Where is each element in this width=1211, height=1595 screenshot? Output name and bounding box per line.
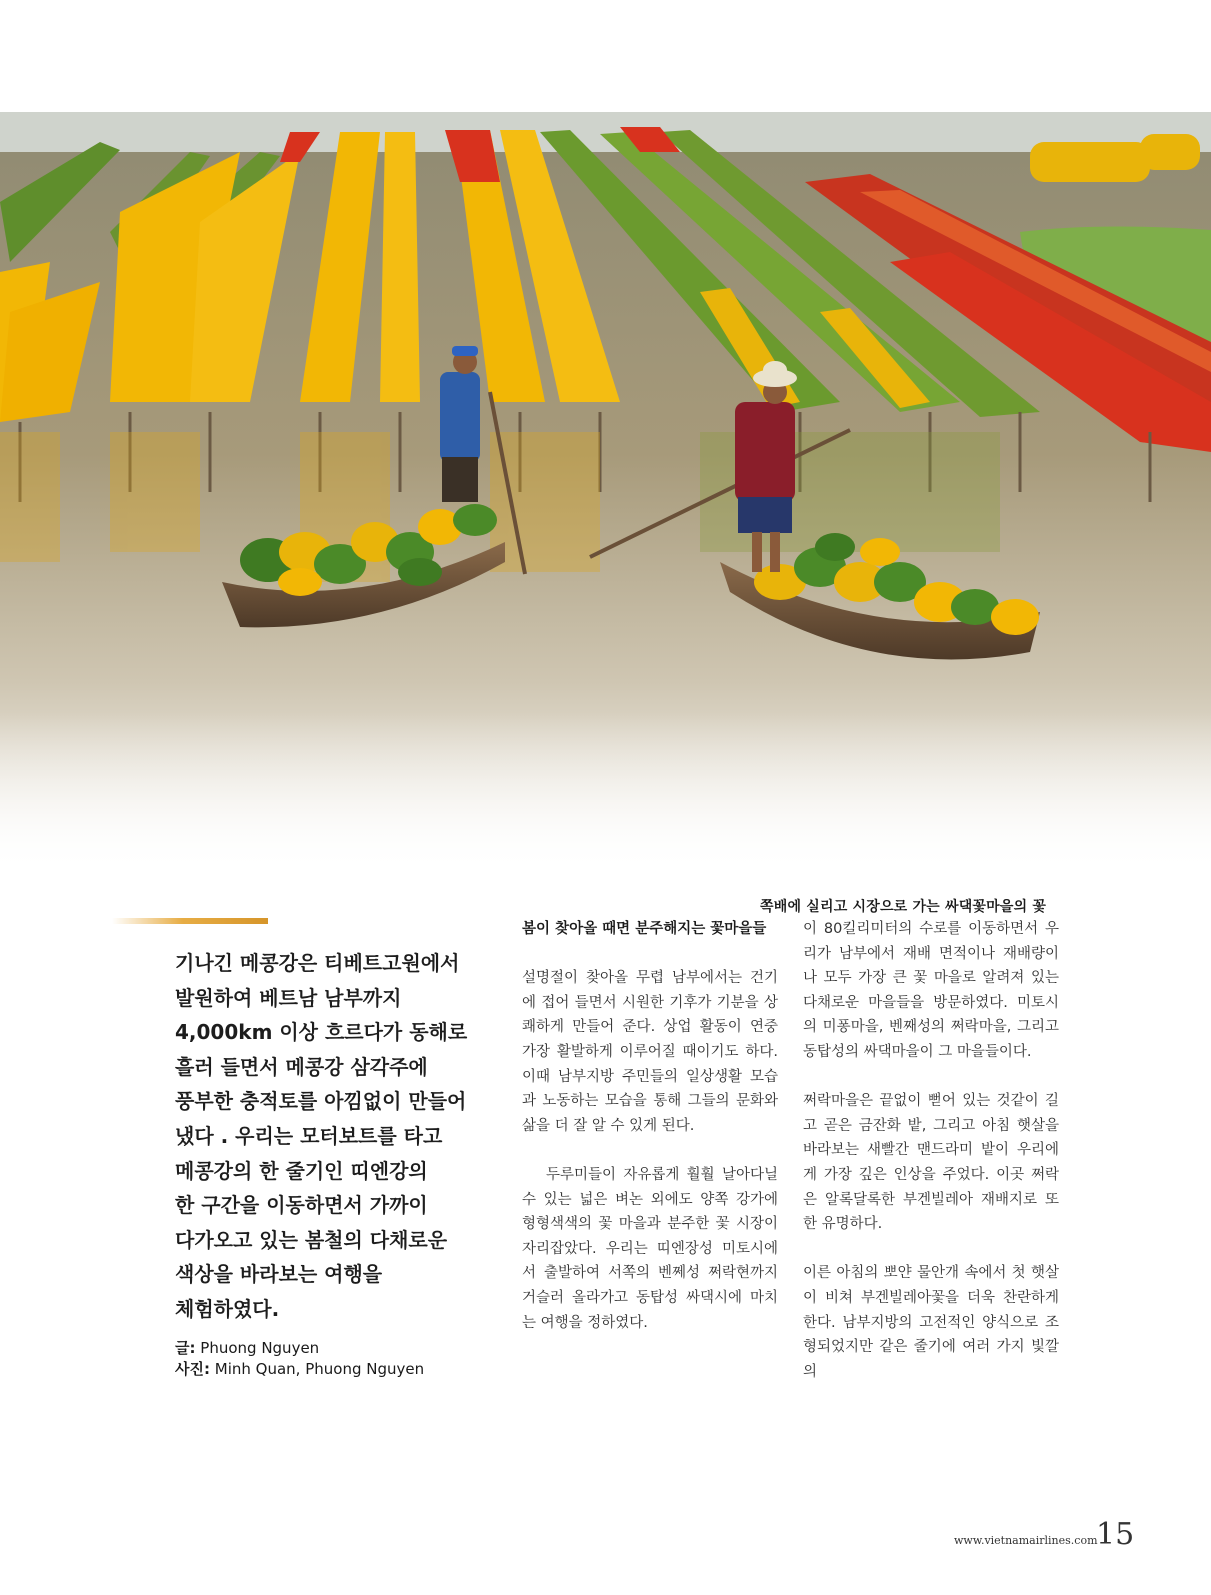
body-paragraph: 이른 아침의 뽀얀 물안개 속에서 첫 햇살이 비쳐 부겐빌레아꽃을 더욱 찬란하게 한다. 남부지방의 고전적인 양식으로 조형되었지만 같은 줄기에 여러 가지 빛깔의 [803,1265,1059,1380]
body-paragraph: 쩌락마을은 끝없이 뻗어 있는 것같이 길고 곧은 금잔화 밭, 그리고 아침 햇살을 바라보는 새빨간 맨드라미 밭이 우리에게 가장 깊은 인상을 주었다. 이곳 쩌락은 알록달록한 부겐빌레아 재배지로 또한 유명하다. [803,1093,1059,1233]
intro-lead [175,946,475,1327]
intro-line: 한 구간을 이동하면서 가까이 [175,1193,428,1218]
intro-line: 색상을 바라보는 여행을 [175,1262,383,1287]
body-paragraph: 설명절이 찾아올 무렵 남부에서는 건기에 접어 들면서 시원한 기후가 기분을 상쾌하게 만들어 준다. 상업 활동이 연중 가장 활발하게 이루어질 때이기도 하다. 이때 남부지방 주민들의 일상생활 모습과 노동하는 모습을 통해 그들의 문화와 삶을 더 잘 알 수 있게 된다. [522,970,778,1134]
intro-line: 기나긴 메콩강은 티베트고원에서 [175,951,460,975]
section-subhead: 봄이 찾아올 때면 분주해지는 꽃마을들 [522,921,767,937]
photo-credit [175,1359,475,1380]
intro-line: 풍부한 충적토를 아낌없이 만들어 [175,1089,467,1114]
photographer-names: Minh Quan, Phuong Nguyen [214,1360,425,1378]
body-column-2 [522,917,778,1360]
writer-name: Phuong Nguyen [200,1339,320,1357]
page-number: 15 [1096,1517,1135,1552]
intro-line: 흘러 들면서 메콩강 삼각주에 [175,1054,428,1079]
intro-line: 발원하여 베트남 남부까지 [175,985,402,1010]
intro-line: 냈다 . 우리는 모터보트를 타고 [175,1123,443,1148]
intro-line: 다가오고 있는 봄철의 다채로운 [175,1227,448,1252]
intro-line: 체험하였다. [175,1296,280,1321]
intro-line: 4,000km 이상 흐르다가 동해로 [175,1020,468,1045]
flower-boat-illustration [0,112,1211,872]
writer-label: 글: [175,1339,196,1357]
hero-photo [0,112,1211,915]
intro-line: 메콩강의 한 줄기인 띠엔강의 [175,1158,428,1183]
photo-label: 사진: [175,1360,210,1378]
photo-caption: 쪽배에 실리고 시장으로 가는 싸댁꽃마을의 꽃 [760,899,1047,915]
body-paragraph: 두루미들이 자유롭게 훨훨 날아다닐 수 있는 넓은 벼논 외에도 양쪽 강가에 형형색색의 꽃 마을과 분주한 꽃 시장이 자리잡았다. 우리는 띠엔장성 미토시에서 출발하여 서쪽의 벤쩨성 쩌락현까지 거슬러 올라가고 동탑성 싸댁시에 마치는 여행을 정하였다. [522,1166,778,1331]
article-credits [175,1338,475,1380]
writer-credit [175,1338,475,1359]
body-paragraph: 이 80킬리미터의 수로를 이동하면서 우리가 남부에서 재배 면적이나 재배량이나 모두 가장 큰 꽃 마을로 알려져 있는 다채로운 마을들을 방문하였다. 미토시의 미퐁마을, 벤째성의 쩌락마을, 그리고 동탑성의 싸댁마을이 그 마을들이다. [803,921,1059,1060]
accent-divider [112,918,268,924]
footer-url: www.vietnamairlines.com [954,1534,1098,1547]
body-column-3 [803,917,1059,1409]
